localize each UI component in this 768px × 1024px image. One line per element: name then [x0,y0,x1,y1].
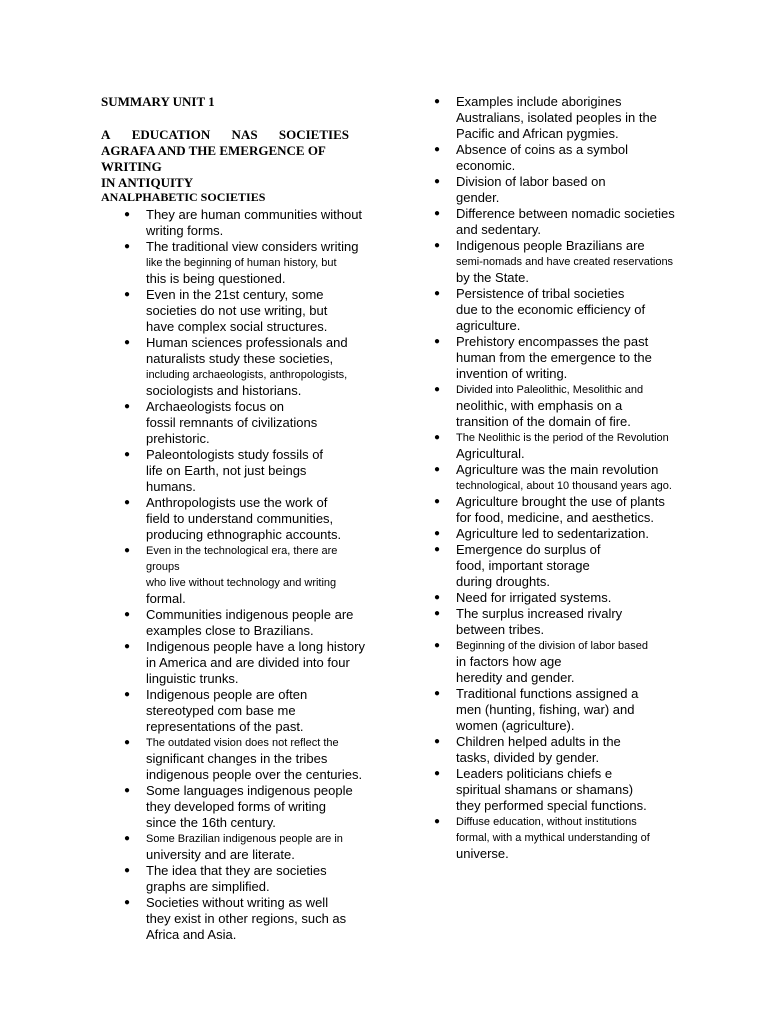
bullet-item [434,206,691,238]
bullet-line: Agriculture led to sedentarization. [456,526,649,541]
bullet-item [434,766,691,814]
bullet-icon: ● [124,689,131,700]
bullet-icon: ● [434,544,441,555]
bullet-item [434,590,691,606]
bullet-line: fossil remnants of civilizations [146,415,318,430]
bullet-item [124,495,374,543]
document-title: SUMMARY UNIT 1 [101,94,215,109]
subtitle-word: SOCIETIES [278,127,349,142]
subtitle-line-1 [101,127,349,143]
bullet-icon: ● [124,641,131,652]
bullet-line: Pacific and African pygmies. [456,126,619,141]
bullet-line: human from the emergence to the [456,350,652,365]
bullet-line: Children helped adults in the [456,734,621,749]
bullet-icon: ● [434,768,441,779]
bullet-line: Societies without writing as well [146,895,329,910]
bullet-line: this is being questioned. [146,271,286,286]
bullet-line: life on Earth, not just beings [146,463,307,478]
bullet-icon: ● [124,497,131,508]
bullet-item [434,542,691,590]
bullet-line: in factors how age [456,654,562,669]
bullet-item [124,831,374,863]
bullet-line: since the 16th century. [146,815,276,830]
bullet-item [124,447,374,495]
bullet-line: linguistic trunks. [146,671,239,686]
bullet-icon: ● [124,289,131,300]
bullet-item [124,543,374,607]
bullet-icon: ● [124,401,131,412]
bullet-line: Some languages indigenous people [146,783,353,798]
bullet-line: stereotyped com base me [146,703,296,718]
bullet-item [124,607,374,639]
bullet-icon: ● [124,785,131,796]
bullet-icon: ● [124,897,131,908]
bullet-line: who live without technology and writing [146,577,337,589]
bullet-line: Traditional functions assigned a [456,686,639,701]
bullet-item [434,174,691,206]
bullet-line: significant changes in the tribes [146,751,328,766]
subtitle-line-2: AGRAFA AND THE EMERGENCE OF WRITING [101,143,326,174]
bullet-icon: ● [124,737,131,748]
bullet-line: Difference between nomadic societies [456,206,675,221]
bullet-line: They are human communities without [146,207,363,222]
bullet-icon: ● [434,288,441,299]
bullet-line: due to the economic efficiency of [456,302,646,317]
bullet-line: gender. [456,190,500,205]
subtitle-word: EDUCATION [131,127,211,142]
bullet-line: food, important storage [456,558,590,573]
bullet-icon: ● [434,240,441,251]
bullet-item [434,94,691,142]
bullet-item [124,207,374,239]
subtitle-word: NAS [231,127,258,142]
bullet-line: examples close to Brazilians. [146,623,314,638]
bullet-icon: ● [124,545,131,556]
bullet-item [124,239,374,287]
bullet-line: during droughts. [456,574,550,589]
left-bullet-list [124,207,374,943]
bullet-icon: ● [124,209,131,220]
bullet-line: The outdated vision does not reflect the [146,737,339,749]
subtitle-word: A [101,127,111,142]
bullet-item [434,462,691,494]
bullet-item [124,399,374,447]
bullet-line: Archaeologists focus on [146,399,285,414]
bullet-icon: ● [434,336,441,347]
bullet-line: Persistence of tribal societies [456,286,625,301]
bullet-item [124,783,374,831]
bullet-line: Australians, isolated peoples in the [456,110,657,125]
bullet-icon: ● [434,592,441,603]
bullet-line: Emergence do surplus of [456,542,601,557]
document-subtitle [101,127,381,191]
bullet-line: writing forms. [146,223,224,238]
bullet-line: Indigenous people have a long history [146,639,365,654]
bullet-line: graphs are simplified. [146,879,270,894]
bullet-line: in America and are divided into four [146,655,350,670]
bullet-line: men (hunting, fishing, war) and [456,702,635,717]
bullet-line: Beginning of the division of labor based [456,640,649,652]
bullet-line: and sedentary. [456,222,542,237]
bullet-icon: ● [434,688,441,699]
bullet-line: sociologists and historians. [146,383,302,398]
bullet-line: field to understand communities, [146,511,334,526]
bullet-line: Divided into Paleolithic, Mesolithic and [456,384,644,396]
bullet-item [434,286,691,334]
section-heading: ANALPHABETIC SOCIETIES [101,190,266,204]
bullet-line: transition of the domain of fire. [456,414,631,429]
bullet-line: Agriculture brought the use of plants [456,494,665,509]
bullet-line: they developed forms of writing [146,799,326,814]
bullet-line: prehistoric. [146,431,210,446]
bullet-line: by the State. [456,270,529,285]
bullet-item [124,335,374,399]
bullet-line: humans. [146,479,196,494]
bullet-item [434,382,691,430]
bullet-line: agriculture. [456,318,521,333]
bullet-line: including archaeologists, anthropologists, [146,369,348,381]
bullet-item [124,895,374,943]
bullet-item [434,430,691,462]
bullet-item [434,238,691,286]
bullet-icon: ● [124,449,131,460]
bullet-line: heredity and gender. [456,670,575,685]
bullet-line: Leaders politicians chiefs e [456,766,613,781]
bullet-line: between tribes. [456,622,545,637]
bullet-item [434,334,691,382]
bullet-icon: ● [434,176,441,187]
bullet-icon: ● [124,865,131,876]
bullet-line: Indigenous people are often [146,687,308,702]
bullet-icon: ● [434,736,441,747]
bullet-line: Prehistory encompasses the past [456,334,649,349]
bullet-item [434,606,691,638]
bullet-item [124,735,374,783]
bullet-line: Anthropologists use the work of [146,495,328,510]
bullet-icon: ● [434,528,441,539]
bullet-line: formal. [146,591,186,606]
bullet-item [124,639,374,687]
bullet-icon: ● [434,384,441,395]
bullet-icon: ● [434,608,441,619]
bullet-line: naturalists study these societies, [146,351,334,366]
bullet-line: producing ethnographic accounts. [146,527,342,542]
subtitle-line-3: IN ANTIQUITY [101,175,194,190]
bullet-line: The surplus increased rivalry [456,606,623,621]
bullet-item [124,687,374,735]
bullet-line: indigenous people over the centuries. [146,767,363,782]
bullet-line: The traditional view considers writing [146,239,359,254]
bullet-item [434,638,691,686]
bullet-item [434,686,691,734]
bullet-line: Need for irrigated systems. [456,590,612,605]
bullet-line: Indigenous people Brazilians are [456,238,645,253]
bullet-line: Some Brazilian indigenous people are in [146,833,343,845]
bullet-line: like the beginning of human history, but [146,257,337,269]
bullet-line: Diffuse education, without institutions [456,816,637,828]
bullet-line: have complex social structures. [146,319,328,334]
bullet-icon: ● [434,496,441,507]
bullet-line: Human sciences professionals and [146,335,348,350]
bullet-line: semi-nomads and have created reservations [456,256,674,268]
right-bullet-list [434,94,691,862]
bullet-item [124,287,374,335]
bullet-icon: ● [434,96,441,107]
bullet-item [434,734,691,766]
bullet-icon: ● [124,833,131,844]
bullet-line: Examples include aborigines [456,94,622,109]
bullet-line: spiritual shamans or shamans) [456,782,634,797]
bullet-line: The Neolithic is the period of the Revolution [456,432,669,444]
bullet-icon: ● [434,208,441,219]
bullet-line: Agriculture was the main revolution [456,462,659,477]
bullet-icon: ● [124,337,131,348]
bullet-line: universe. [456,846,509,861]
bullet-icon: ● [124,609,131,620]
bullet-line: The idea that they are societies [146,863,327,878]
bullet-icon: ● [124,241,131,252]
bullet-line: representations of the past. [146,719,304,734]
bullet-line: societies do not use writing, but [146,303,328,318]
bullet-item [124,863,374,895]
bullet-line: invention of writing. [456,366,568,381]
bullet-line: technological, about 10 thousand years ago. [456,480,672,492]
bullet-item [434,814,691,862]
bullet-item [434,526,691,542]
bullet-icon: ● [434,144,441,155]
bullet-item [434,142,691,174]
bullet-line: neolithic, with emphasis on a [456,398,623,413]
bullet-line: they exist in other regions, such as [146,911,347,926]
bullet-line: Absence of coins as a symbol [456,142,628,157]
bullet-line: Division of labor based on [456,174,606,189]
bullet-line: formal, with a mythical understanding of [456,832,650,844]
bullet-line: Agricultural. [456,446,525,461]
bullet-line: they performed special functions. [456,798,647,813]
bullet-line: tasks, divided by gender. [456,750,600,765]
bullet-line: university and are literate. [146,847,295,862]
bullet-icon: ● [434,640,441,651]
bullet-line: for food, medicine, and aesthetics. [456,510,655,525]
bullet-icon: ● [434,432,441,443]
bullet-line: Communities indigenous people are [146,607,354,622]
bullet-icon: ● [434,816,441,827]
bullet-line: Even in the technological era, there are groups [146,545,338,573]
bullet-item [434,494,691,526]
bullet-line: Africa and Asia. [146,927,237,942]
bullet-line: Paleontologists study fossils of [146,447,324,462]
bullet-line: Even in the 21st century, some [146,287,324,302]
bullet-line: economic. [456,158,516,173]
bullet-line: women (agriculture). [456,718,575,733]
bullet-icon: ● [434,464,441,475]
